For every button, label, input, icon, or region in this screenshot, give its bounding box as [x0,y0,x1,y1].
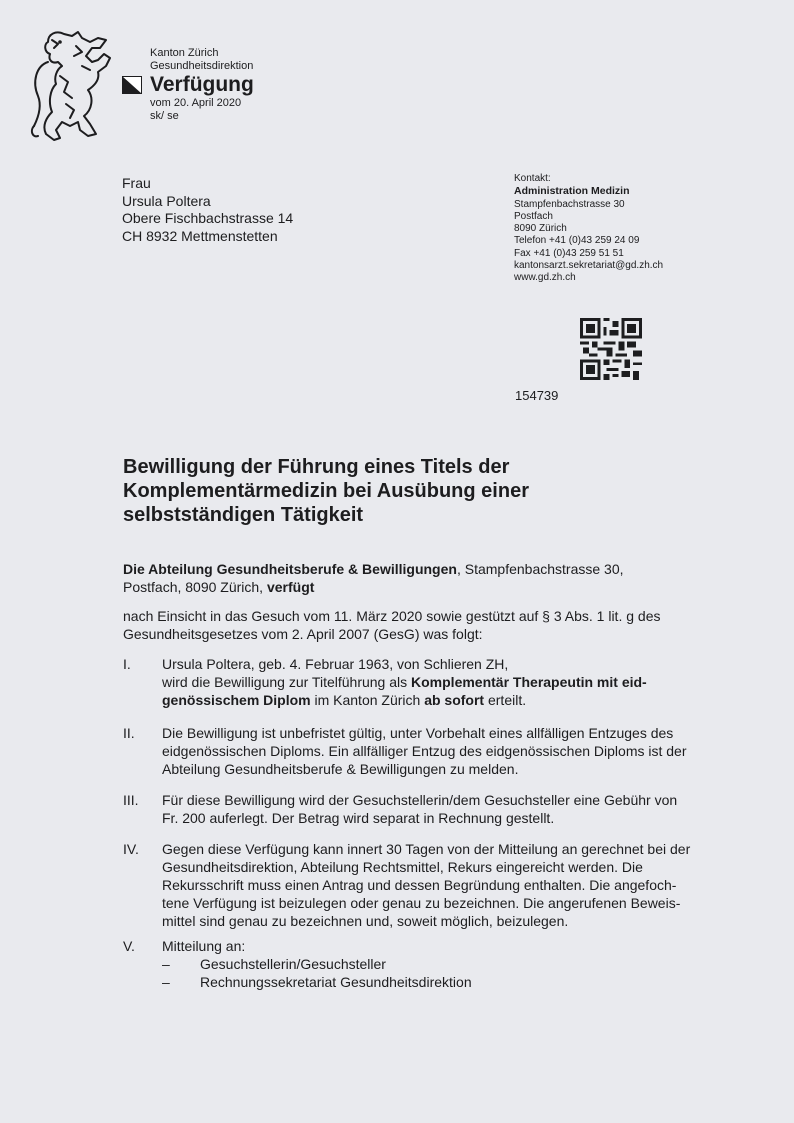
distribution-item [162,973,692,991]
recipient-street: Obere Fischbachstrasse 14 [122,210,294,226]
contact-email: kantonsarzt.sekretariat@gd.zh.ch [514,260,664,272]
reference-code: sk/ se [150,110,179,122]
item-text-mid: im Kanton Zürich [310,692,425,708]
effective-date: ab sofort [424,692,485,708]
decree-verb: verfügt [266,579,315,595]
contact-phone: Telefon +41 (0)43 259 24 09 [514,235,640,247]
lion-coat-of-arms-logo [26,26,118,148]
item-text: Die Bewilligung ist unbefristet gültig, unter Vorbehalt eines allfälligen Entzuges des eidgenössischen Diploms. Ein allfälliger Entzug des eidgenössischen Diploms ist der Abteilung Gesundheitsberufe & Bewilligungen zu melden. [162,725,687,777]
contact-website: www.gd.zh.ch [514,272,576,284]
item-text: Gegen diese Verfügung kann innert 30 Tagen von der Mitteilung an gerechnet bei der Gesundheitsdirektion, Abteilung Rechtsmittel, Rekurs eingereicht werden. Die Rekursschrift muss einen Antrag und dessen Begründung enthalten. Die angefoch-tene Verfügung ist beizulegen oder genau zu bezeichnen. Die angerufenen Beweis-mittel sind genau zu bezeichnen und, soweit möglich, beizulegen. [162,841,691,929]
distribution-recipient: Rechnungssekretariat Gesundheitsdirektion [200,974,472,990]
intro-paragraph [123,560,683,596]
item-line-1: Ursula Poltera, geb. 4. Februar 1963, von Schlieren ZH, [162,656,509,672]
contact-street: Stampfenbachstrasse 30 [514,198,625,210]
title-line-3: selbstständigen Tätigkeit [123,504,364,526]
item-text-post: erteilt. [484,692,527,708]
recipient-address [122,175,293,245]
canton-name: Kanton Zürich [150,47,219,59]
contact-department: Administration Medizin [514,185,630,198]
authority-name: Die Abteilung Gesundheitsberufe & Bewilligungen [123,561,457,577]
distribution-item [162,955,692,973]
contact-label: Kontakt: [514,173,551,184]
letterhead [150,47,254,123]
salutation: Frau [122,175,151,191]
profession-title: Komplementär Therapeutin mit eid-genössischem Diplom [162,674,647,708]
item-number: III. [123,792,139,808]
contact-city: 8090 Zürich [514,223,567,235]
qr-code [579,318,643,380]
recipient-city: CH 8932 Mettmenstetten [122,227,278,244]
item-text: Für diese Bewilligung wird der Gesuchstellerin/dem Gesuchsteller eine Gebühr von Fr. 200 auferlegt. Der Betrag wird separat in Rechnung gestellt. [162,792,678,826]
item-number: I. [123,656,131,672]
legal-basis-paragraph: nach Einsicht in das Gesuch vom 11. März 2020 sowie gestützt auf § 3 Abs. 1 lit. g des Gesundheitsgesetzes vom 2. April 2007 (GesG) was folgt: [123,608,661,642]
title-line-1: Bewilligung der Führung eines Titels der [123,456,510,478]
item-text-pre: wird die Bewilligung zur Titelführung als [162,674,412,690]
dash: – [162,974,170,990]
contact-fax: Fax +41 (0)43 259 51 51 [514,247,624,259]
document-title [123,455,683,527]
document-type-row [150,73,254,97]
directorate-name: Gesundheitsdirektion [150,60,254,72]
item-number: II. [123,725,135,741]
contact-block [514,173,663,285]
item-number: IV. [123,841,139,857]
contact-postbox: Postfach [514,210,553,222]
document-type: Verfügung [150,73,254,96]
item-number: V. [123,938,135,954]
title-line-2: Komplementärmedizin bei Ausübung einer [123,480,529,502]
item-text [162,655,692,709]
item-text [162,937,692,991]
distribution-recipient: Gesuchstellerin/Gesuchsteller [200,956,386,972]
qr-number: 154739 [515,388,559,403]
recipient-name: Ursula Poltera [122,192,211,209]
dash: – [162,956,170,972]
authority-address: , Stampfenbachstrasse 30, Postfach, 8090 Zürich, [123,561,624,595]
zurich-flag-icon [122,76,142,94]
distribution-label: Mitteilung an: [162,938,246,954]
document-date: vom 20. April 2020 [150,97,242,109]
